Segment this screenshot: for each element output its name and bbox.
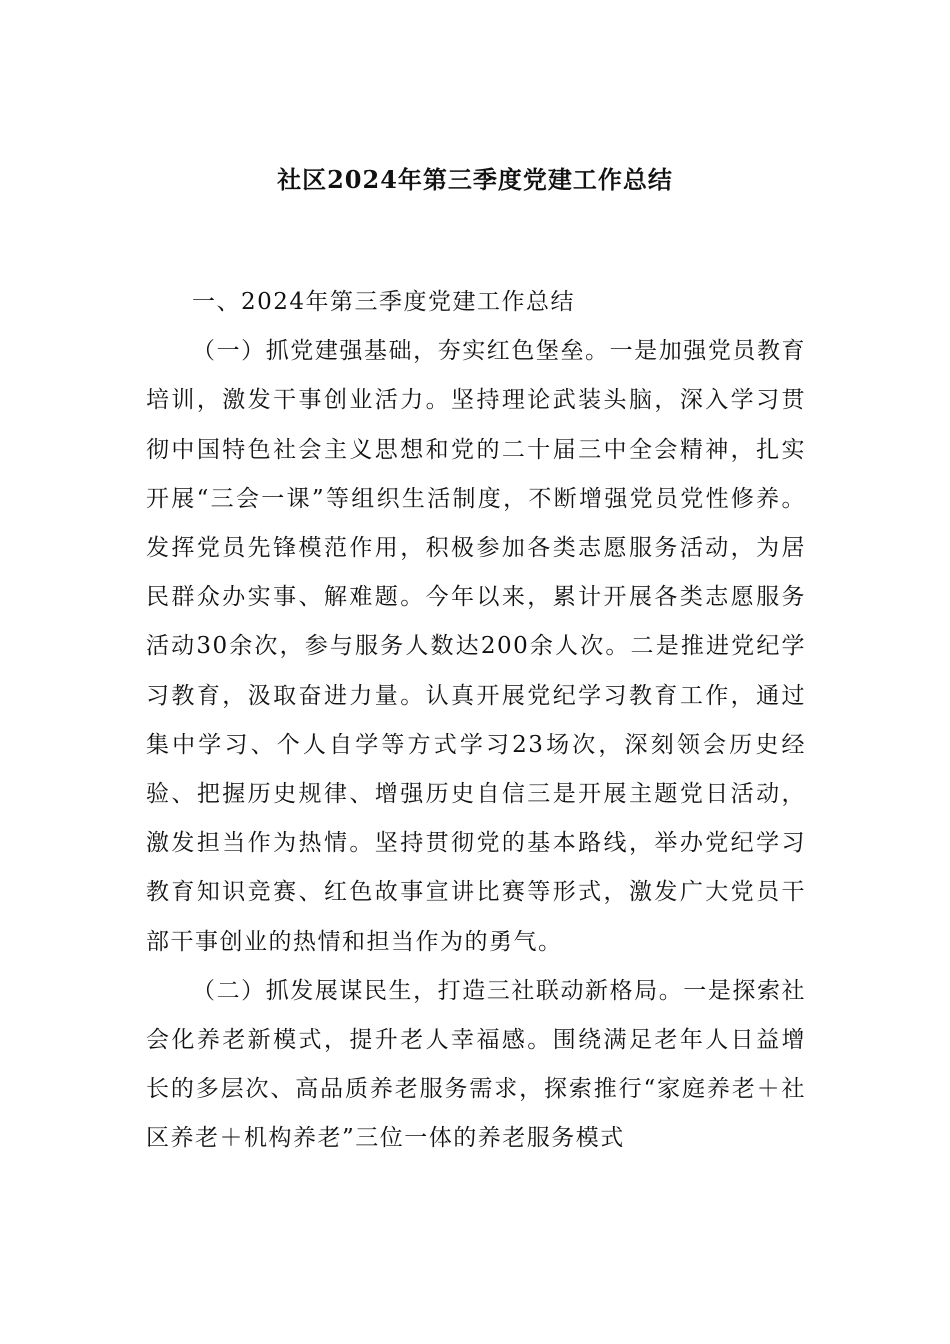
document-title: 社区2024年第三季度党建工作总结 [277, 165, 673, 194]
paragraph-development: （二）抓发展谋民生，打造三社联动新格局。一是探索社会化养老新模式，提升老人幸福感。围绕满足老年人日益增长的多层次、高品质养老服务需求，探索推行“家庭养老＋社区养老＋机构养老”三位一体的养老服务模式 [146, 977, 806, 1152]
paragraph-party-building: （一）抓党建强基础，夯实红色堡垒。一是加强党员教育培训，激发干事创业活力。坚持理论武装头脑，深入学习贯彻中国特色社会主义思想和党的二十届三中全会精神，扎实开展“三会一课”等组织生活制度，不断增强党员党性修养。发挥党员先锋模范作用，积极参加各类志愿服务活动，为居民群众办实事、解难题。今年以来，累计开展各类志愿服务活动30余次，参与服务人数达200余人次。二是推进党纪学习教育，汲取奋进力量。认真开展党纪学习教育工作，通过集中学习、个人自学等方式学习23场次，深刻领会历史经验、把握历史规律、增强历史自信三是开展主题党日活动，激发担当作为热情。坚持贯彻党的基本路线，举办党纪学习教育知识竞赛、红色故事宣讲比赛等形式，激发广大党员干部干事创业的热情和担当作为的勇气。 [146, 338, 806, 955]
document-body [146, 278, 806, 1164]
section-heading: 一、2024年第三季度党建工作总结 [192, 289, 576, 315]
